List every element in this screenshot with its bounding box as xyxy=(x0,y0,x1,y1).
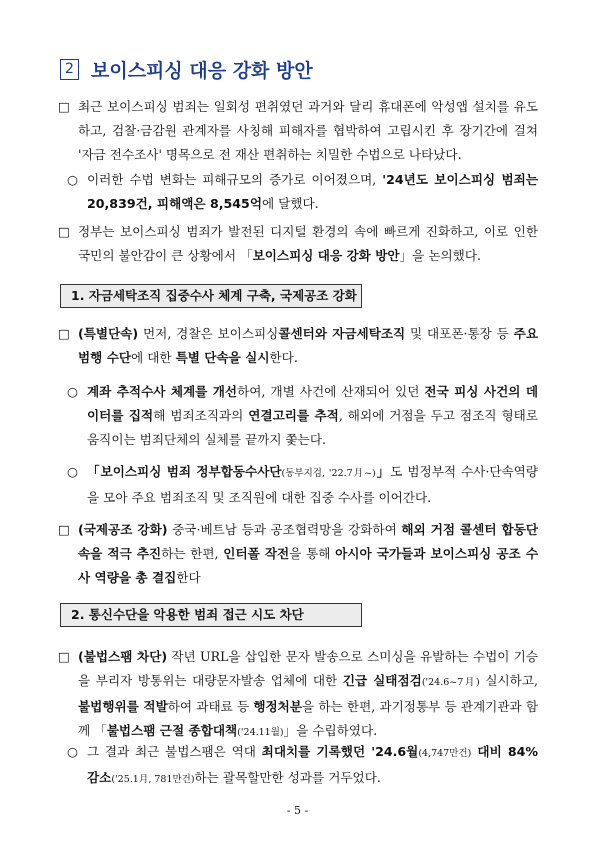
damage-statistics: '24년도 보이스피싱 범죄는 20,839건, 피해액은 8,545억 xyxy=(87,172,538,211)
circle-bullet: ○ xyxy=(67,172,78,187)
intro-paragraph-1-text: 최근 보이스피싱 범죄는 일회성 편취였던 과거와 달리 휴대폰에 악성앱 설치를 유도하고, 검찰·금감원 관계자를 사칭해 피해자를 협박하여 고립시킨 후 장기간에 걸쳐 '자금 전수조사' 명목으로 전 재산 편취하는 치밀한 수법으로 나타났다. xyxy=(78,99,538,162)
page-number: - 5 - xyxy=(286,804,309,817)
section-number-box: 2 xyxy=(60,59,79,80)
subsection-heading-1: 1. 자금세탁조직 집중수사 체계 구축, 국제공조 강화 xyxy=(60,284,362,308)
circle-bullet: ○ xyxy=(67,464,78,479)
document-page: 2 보이스피싱 대응 강화 방안 □ 최근 보이스피싱 범죄는 일회성 편취였던 과거와 달리 휴대폰에 악성앱 설치를 유도하고, 검찰·금감원 관계자를 사칭해 피해자를 협박하여 고립시킨 후 장기간에 걸쳐 '자금 전수조사' 명목으로 전 재산 편취하는 치밀한 수법으로 나타났다. ○ 이러한 수법 변화는 피해규모의 증가로 이어졌으며, '24년도 보이스피싱 범죄는 20,839건, 피해액은 8,545억에 달했다. □ 정부는 보이스피싱 범죄가 발전된 디지털 환경의 속에 빠르게 진화하고, 이로 인한 국민의 불안감이 큰 상황에서 「보이스피싱 대응 강화 방안」을 논의했다. 1. 자금세탁조직 집중수사 체계 구축, 국제공조 강화 □ (특별단속) 먼저, 경찰은 보이스피싱콜센터와 자금세탁조직 및 대포폰·통장 등 주요 범행 수단에 대한 특별 단속을 실시한다. ○ 계좌 추적수사 체계를 개선하여, 개별 사건에 산재되어 있던 전국 피싱 사건의 데이터를 집적해 범죄조직과의 연결고리를 추적, 해외에 거점을 두고 점조직 형태로 움직이는 범죄단체의 실체를 끝까지 쫓는다. ○ 「보이스피싱 범죄 정부합동수사단(동부지검, '22.7月~)」도 범정부적 수사·단속역량을 모아 주요 범죄조직 및 조직원에 대한 집중 수사를 이어간다. □ (국제공조 강화) 중국·베트남 등과 공조협력망을 강화하여 해외 거점 콜센터 합동단속을 적극 추진하는 한편, 인터폴 작전을 통해 아시아 국가들과 보이스피싱 공조 수사 역량을 총 결집한다 2. 통신수단을 악용한 범죄 접근 시도 차단 □ (불법스팸 차단) 작년 URL을 삽입한 문자 발송으로 스미싱을 유발하는 수법이 기승을 부리자 방통위는 대량문자발송 업체에 대한 긴급 실태점검('24.6~7月) 실시하고, 불법행위를 적발하여 과태료 등 행정처분을 하는 한편, 과기정통부 등 관계기관과 함께 「불법스팸 근절 종합대책('24.11월)」을 수립하였다. ○ 그 결과 최근 불법스팸은 역대 최대치를 기록했던 '24.6월(4,747만건) 대비 84% 감소('25.1月, 781만건)하는 괄목할만한 성과를 거두었다. - 5 - xyxy=(0,0,595,841)
square-bullet: □ xyxy=(58,522,70,537)
square-bullet: □ xyxy=(58,649,70,664)
square-bullet: □ xyxy=(58,224,70,239)
square-bullet: □ xyxy=(58,326,70,341)
circle-bullet: ○ xyxy=(67,744,78,759)
circle-bullet: ○ xyxy=(67,384,78,399)
square-bullet: □ xyxy=(58,99,70,114)
section-title xyxy=(60,56,313,82)
section-title-text: 보이스피싱 대응 강화 방안 xyxy=(91,59,313,82)
plan-name: 보이스피싱 대응 강화 방안 xyxy=(252,248,400,263)
subsection-heading-2: 2. 통신수단을 악용한 범죄 접근 시도 차단 xyxy=(60,603,362,627)
